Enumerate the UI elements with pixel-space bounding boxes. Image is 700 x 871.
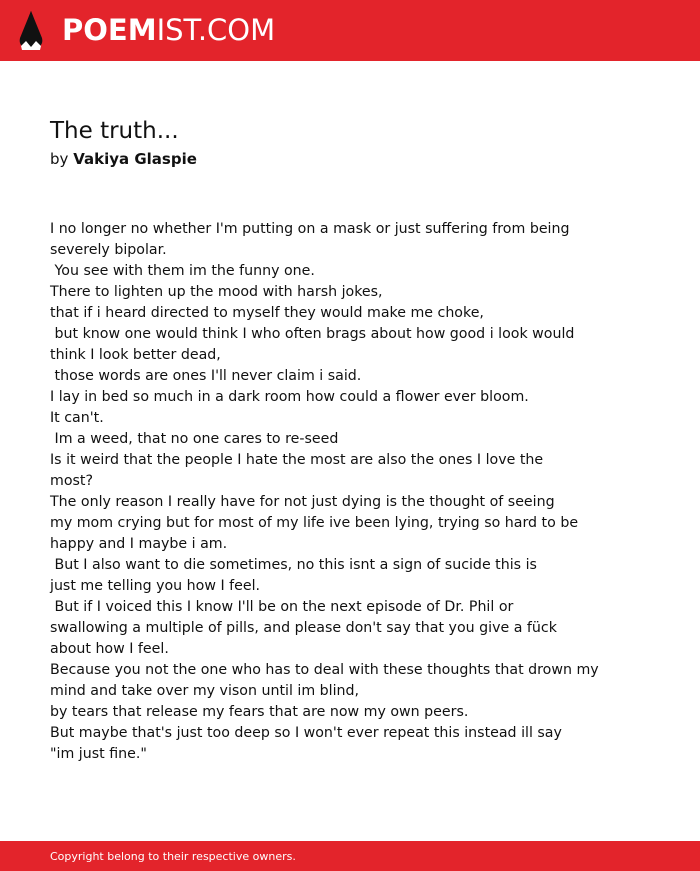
poem-line: but know one would think I who often brags about how good i look would: [50, 326, 575, 342]
site-brand-link[interactable]: [62, 12, 275, 48]
poem-line: But maybe that's just too deep so I won't ever repeat this instead ill say: [50, 725, 562, 741]
site-header: [0, 0, 700, 61]
poem-line: Im a weed, that no one cares to re-seed: [50, 431, 339, 447]
poem-line: But if I voiced this I know I'll be on the next episode of Dr. Phil or: [50, 599, 514, 615]
poem-line: I no longer no whether I'm putting on a mask or just suffering from being: [50, 221, 570, 237]
copyright-text: Copyright belong to their respective owners.: [50, 850, 296, 863]
poem-line: those words are ones I'll never claim i said.: [50, 368, 362, 384]
poem-line: Because you not the one who has to deal with these thoughts that drown my: [50, 662, 599, 678]
poem-line: mind and take over my vison until im blind,: [50, 683, 360, 699]
poem-line: think I look better dead,: [50, 347, 221, 363]
poem-line: Is it weird that the people I hate the most are also the ones I love the: [50, 452, 544, 468]
brand-bold-text: POEM: [62, 13, 157, 47]
poem-line: You see with them im the funny one.: [50, 263, 315, 279]
poem-byline: [50, 149, 197, 169]
poem-line: about how I feel.: [50, 641, 169, 657]
poem-line: There to lighten up the mood with harsh jokes,: [50, 284, 383, 300]
poem-line: I lay in bed so much in a dark room how could a flower ever bloom.: [50, 389, 529, 405]
poem-author: Vakiya Glaspie: [73, 150, 197, 168]
poem-line: swallowing a multiple of pills, and please don't say that you give a fück: [50, 620, 557, 636]
pencil-tip-icon[interactable]: [18, 10, 44, 52]
poem-line: It can't.: [50, 410, 104, 426]
poem-line: that if i heard directed to myself they would make me choke,: [50, 305, 484, 321]
brand-light-text: IST.COM: [156, 13, 276, 47]
poem-line: most?: [50, 473, 93, 489]
poem-line: But I also want to die sometimes, no this isnt a sign of sucide this is: [50, 557, 537, 573]
poem-line: by tears that release my fears that are now my own peers.: [50, 704, 469, 720]
poem-line: happy and I maybe i am.: [50, 536, 228, 552]
poem-line: my mom crying but for most of my life ive been lying, trying so hard to be: [50, 515, 579, 531]
site-footer: [0, 841, 700, 871]
byline-prefix: by: [50, 150, 69, 168]
poem-line: severely bipolar.: [50, 242, 167, 258]
poem-body: [50, 219, 650, 765]
poem-line: just me telling you how I feel.: [50, 578, 261, 594]
poem-line: The only reason I really have for not just dying is the thought of seeing: [50, 494, 555, 510]
poem-title: The truth...: [50, 118, 179, 144]
poem-line: "im just fine.": [50, 746, 147, 762]
